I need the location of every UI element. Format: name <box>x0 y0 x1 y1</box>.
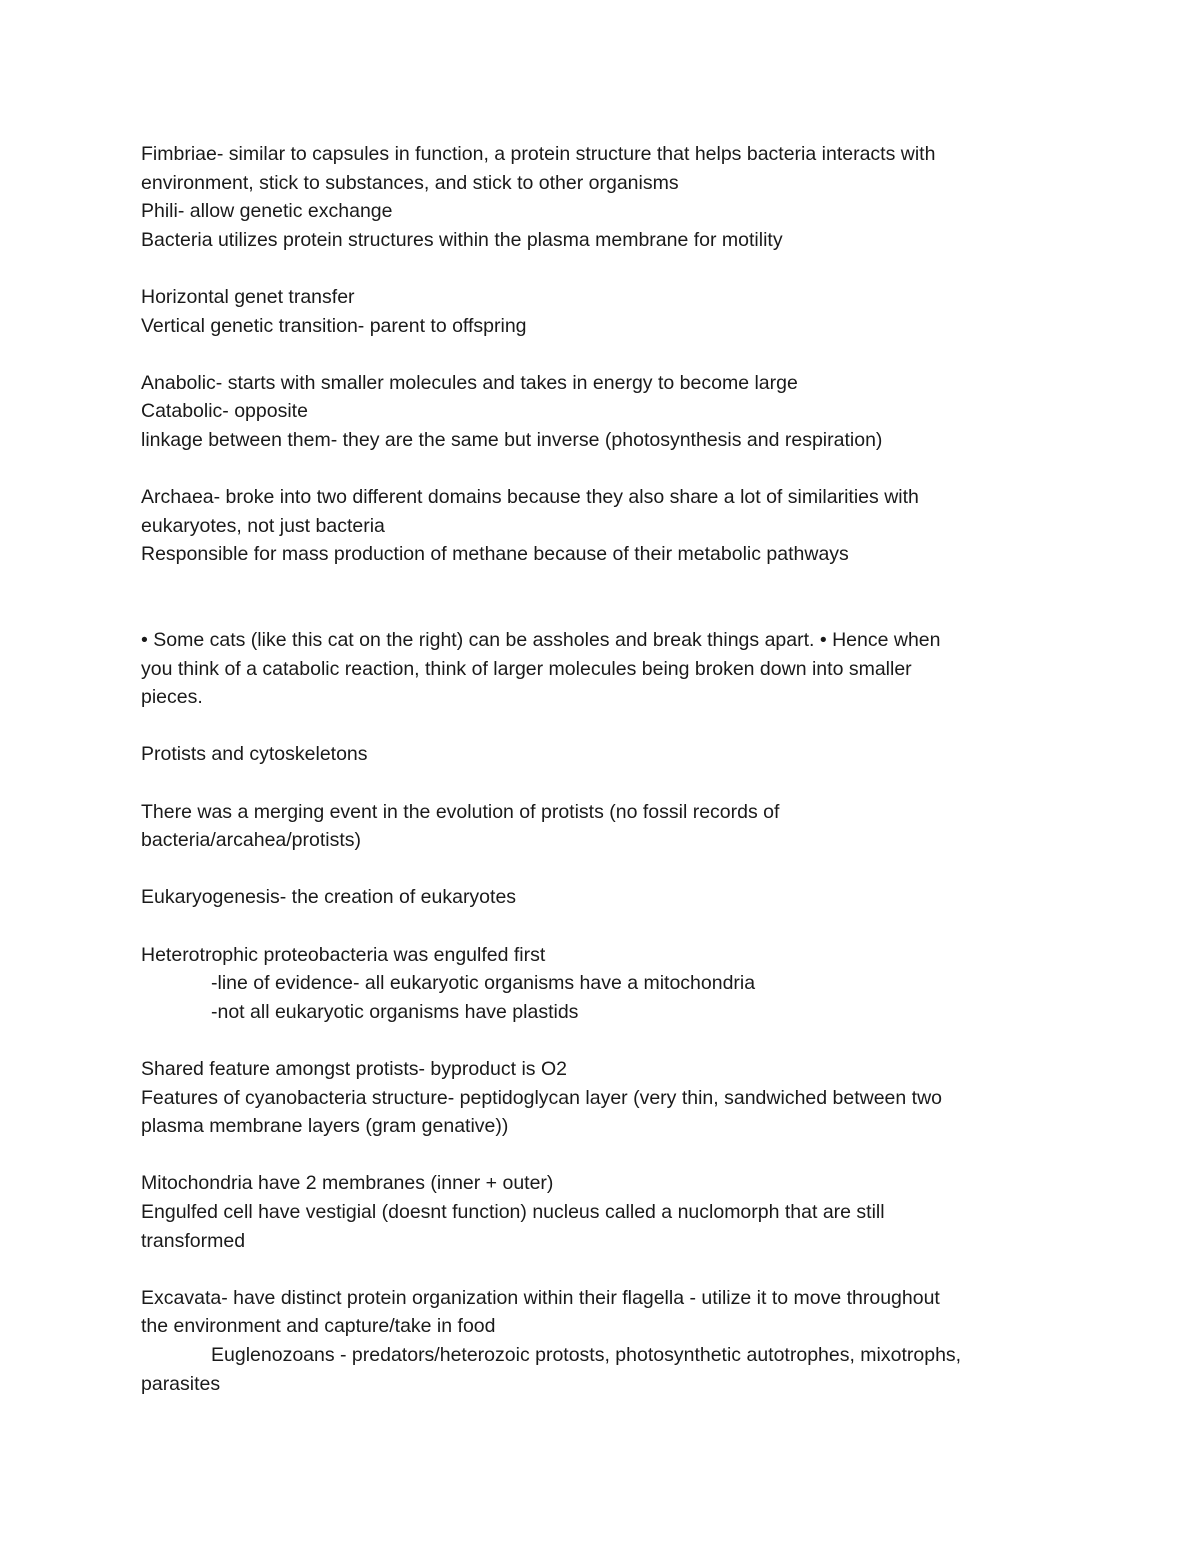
text-line: Anabolic- starts with smaller molecules and takes in energy to become large <box>141 371 798 394</box>
paragraph-spacer <box>141 569 1061 626</box>
paragraph-spacer <box>141 254 1061 283</box>
paragraph-gene-transfer <box>141 283 1061 340</box>
paragraph-metabolism <box>141 369 1061 455</box>
paragraph-mitochondria <box>141 1169 1061 1255</box>
text-line: Fimbriae- similar to capsules in function, a protein structure that helps bacteria interacts with <box>141 143 936 165</box>
text-line: Vertical genetic transition- parent to offspring <box>141 314 527 337</box>
text-line: the environment and capture/take in food <box>141 1315 496 1338</box>
paragraph-spacer <box>141 769 1061 798</box>
text-line: Eukaryogenesis- the creation of eukaryotes <box>141 886 517 909</box>
text-line: Features of cyanobacteria structure- peptidoglycan layer (very thin, sandwiched between two <box>141 1086 943 1109</box>
text-line: linkage between them- they are the same but inverse (photosynthesis and respiration) <box>141 428 883 451</box>
indented-line: -not all eukaryotic organisms have plastids <box>211 1000 579 1023</box>
text-line: Bacteria utilizes protein structures within the plasma membrane for motility <box>141 228 783 251</box>
text-line: Heterotrophic proteobacteria was engulfed first <box>141 943 546 966</box>
paragraph-excavata <box>141 1284 1061 1398</box>
text-line: Engulfed cell have vestigial (doesnt function) nucleus called a nuclomorph that are still <box>141 1200 885 1223</box>
indented-line: -line of evidence- all eukaryotic organisms have a mitochondria <box>211 972 756 995</box>
text-line: Mitochondria have 2 membranes (inner + outer) <box>141 1172 554 1195</box>
paragraph-spacer <box>141 455 1061 484</box>
text-line: pieces. <box>141 686 203 709</box>
document-page <box>141 140 1061 1398</box>
text-line: Phili- allow genetic exchange <box>141 200 393 223</box>
paragraph-cyanobacteria <box>141 1055 1061 1141</box>
text-line: There was a merging event in the evolution of protists (no fossil records of <box>141 800 780 823</box>
indented-line: Euglenozoans - predators/heterozoic protosts, photosynthetic autotrophes, mixotrophs, <box>211 1343 962 1366</box>
text-line: eukaryotes, not just bacteria <box>141 514 385 537</box>
text-line: Responsible for mass production of methane because of their metabolic pathways <box>141 543 849 566</box>
paragraph-eukaryogenesis <box>141 883 1061 912</box>
paragraph-spacer <box>141 1026 1061 1055</box>
paragraph-catabolic-note <box>141 626 1061 712</box>
text-line: Shared feature amongst protists- byproduct is O2 <box>141 1058 567 1080</box>
paragraph-spacer <box>141 340 1061 369</box>
text-line: parasites <box>141 1372 221 1395</box>
text-line: • Some cats (like this cat on the right) can be assholes and break things apart. • Hence when <box>141 629 941 652</box>
paragraph-proteobacteria <box>141 941 1061 1027</box>
text-line: environment, stick to substances, and stick to other organisms <box>141 171 679 194</box>
section-heading-protists <box>141 740 1061 769</box>
text-line: transformed <box>141 1229 246 1252</box>
paragraph-spacer <box>141 1255 1061 1284</box>
text-line: plasma membrane layers (gram genative)) <box>141 1115 509 1138</box>
text-line: you think of a catabolic reaction, think of larger molecules being broken down into smaller <box>141 657 912 680</box>
text-line: Archaea- broke into two different domains because they also share a lot of similarities with <box>141 486 919 509</box>
text-line: Horizontal genet transfer <box>141 285 355 308</box>
paragraph-spacer <box>141 712 1061 741</box>
text-line: Catabolic- opposite <box>141 400 308 423</box>
text-line: Excavata- have distinct protein organization within their flagella - utilize it to move throughout <box>141 1286 940 1309</box>
paragraph-merging-event <box>141 798 1061 855</box>
paragraph-spacer <box>141 855 1061 884</box>
text-line: Protists and cytoskeletons <box>141 743 368 766</box>
paragraph-spacer <box>141 1141 1061 1170</box>
text-line: bacteria/arcahea/protists) <box>141 829 362 852</box>
paragraph-fimbriae <box>141 140 1061 254</box>
paragraph-spacer <box>141 912 1061 941</box>
paragraph-archaea <box>141 483 1061 569</box>
